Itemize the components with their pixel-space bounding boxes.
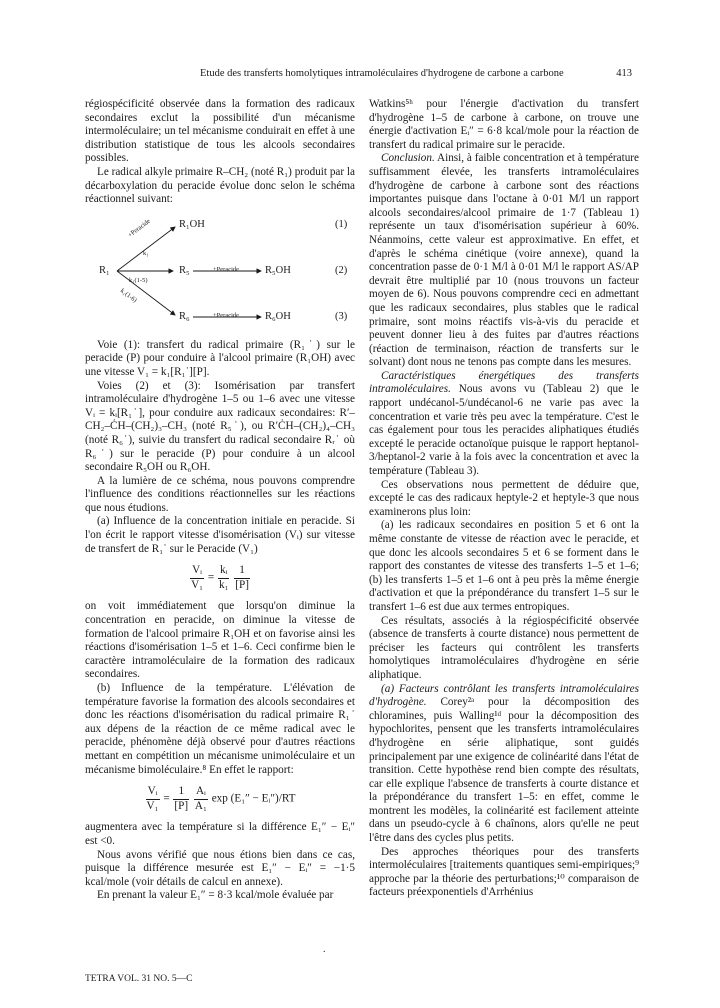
k15-label: k₁(1-5) <box>129 276 148 284</box>
paragraph-lead: Caractéristiques énergétiques des transferts intramoléculaires. <box>369 369 639 396</box>
paragraph: A la lumière de ce schéma, nous pouvons comprendre l'influence des conditions réactionnelles sur les réactions que nous étudions. <box>85 474 355 514</box>
page-mark: . <box>323 944 326 955</box>
equation-2: $\frac{\text{Vᵢ}}{\text{V₁}}$ = $\frac{1}{[P]}$ $\frac{\text{Aᵢ}}{\text{A₁}}$ exp (E₁″ − Eᵢ″)/RT <box>146 785 296 812</box>
paragraph: Voies (2) et (3): Isomérisation par transfert intramoléculaire d'hydrogène 1–5 ou 1–6 avec une vitesse Vᵢ = kᵢ[R₁˙], pour conduire aux radicaux secondaires: R′–CH₂–ĊH–(CH₂)₃–CH₃ (noté R₅˙), ou R′ĊH–(CH₂)₄–CH₃ (noté R₆˙), suivie du transfert du radical secondaire Rᵣ˙ où R₆˙) sur le peracide (P) pour conduire à un alcool secondaire R₅OH ou R₆OH. <box>85 379 355 474</box>
paragraph: Ces observations nous permettent de déduire que, excepté le cas des radicaux heptyle-2 et heptyle-3 que nous examinerons plus loin: <box>369 478 639 518</box>
r6-label: R₆ <box>179 310 190 322</box>
paragraph: (a) les radicaux secondaires en position 5 et 6 ont la même constante de vitesse de réaction avec le peracide, et que donc les alcools secondaires 5 et 6 se forment dans le rapport des constantes de vitesse des transferts 1–5 et 1–6; (b) les transferts 1–5 et 1–6 ont à peu près la même énergie d'activation et que la prépondérance du transfert 1–5 sur le transfert 1–6 est due aux termes entropiques. <box>369 519 639 613</box>
paragraph: (a) Influence de la concentration initiale en peracide. Si l'on écrit le rapport vitesse d'isomérisation (Vᵢ) sur vitesse de transfert de R₁˙ sur le Peracide (V₁) <box>85 515 355 555</box>
equation-1: $\frac{\text{Vᵢ}}{\text{V₁}}$ = $\frac{\text{kᵢ}}{\text{k₁}}$ $\frac{1}{[P]}$ <box>191 564 249 591</box>
peracide-label-3: +Peracide <box>213 311 240 319</box>
peracide-label-2: +Peracide <box>213 265 240 273</box>
paragraph: (a) Facteurs contrôlant les transferts intramoléculaires d'hydrogène. Corey²ᵃ pour la décomposition des chloramines, puis Walling¹ᵈ pour la décomposition des hypochlorites, pensent que les transferts intramoléculaires d'hydrogène en série aliphatique, sont guidés principalement par une exigence de colinéarité dans l'état de transition. Cette hypothèse rend bien compte des résultats, car elle explique l'absence de transferts à courte distance et la prépondérance du transfert 1–5: en effet, comme le montrent les modèles, la colinéarité est facilement atteinte dans un pseudo-cycle à 6 chaînons, alors qu'elle ne peut l'être dans des cycles plus petits. <box>369 682 639 845</box>
right-column <box>369 98 639 900</box>
paragraph-lead: Conclusion. <box>381 152 435 165</box>
r5oh-label: R₅OH <box>265 264 291 276</box>
k16-label: k₁(1-6) <box>118 287 138 304</box>
journal-footer: TETRA VOL. 31 NO. 5—C <box>85 974 193 984</box>
paragraph: Conclusion. Ainsi, à faible concentration et à température suffisamment élevée, les transferts intramoléculaires d'hydrogène de carbone à carbone sont des réactions importantes puisque dans l'octane à 0·01 M/l un rapport alcools secondaires/alcool primaire de 1·7 (Tableau 1) représente un taux d'isomérisation supérieur à 60%. Néanmoins, cette valeur est approximative. En effet, et d'après le schéma cinétique (voire annexe), quand la concentration passe de 0·1 M/l à 0·01 M/l le rapport AS/AP devrait être multiplié par 10 (nous trouvons un facteur moyen de 6). Nous pouvons comprendre ceci en admettant que les radicaux secondaires, plus stables que le radical primaire, sont moins réactifs vis-à-vis du peracide et peuvent donner lieu à des fuites par d'autres réactions (réaction de terminaison, réaction de transferts sur le solvant) dont nous ne tenons pas compte dans les mesures. <box>369 152 639 369</box>
peracide-label-diag: +Peracide <box>126 217 152 239</box>
k1-label: k₁ <box>143 249 149 257</box>
r1oh-label: R₁OH <box>179 218 205 230</box>
path-number-2: (2) <box>335 264 348 276</box>
paragraph: Le radical alkyle primaire R–CH₂ (noté R₁) produit par la décarboxylation du peracide évolue donc selon le schéma réactionnel suivant: <box>85 165 355 206</box>
path-number-3: (3) <box>335 310 348 322</box>
running-header <box>200 68 632 82</box>
running-title: Etude des transferts homolytiques intramoléculaires d'hydrogene de carbone a carbone <box>200 68 564 79</box>
path-number-1: (1) <box>335 218 348 230</box>
paragraph: Ces résultats, associés à la régiospécificité observée (absence de transferts à courte distance) nous permettent de préciser les facteurs qui contrôlent les transferts homolytiques intramoléculaires d'hydrogène en série aliphatique. <box>369 614 639 681</box>
paragraph: Voie (1): transfert du radical primaire (R₁˙) sur le peracide (P) pour conduire à l'alcool primaire (R₁OH) avec une vitesse V₁ = k₁[R₁˙][P]. <box>85 338 355 378</box>
paragraph: on voit immédiatement que lorsqu'on diminue la concentration en peracide, on diminue la vitesse de formation de l'alcool primaire R₁OH et on favorise ainsi les réactions d'isomérisation 1–5 et 1–6. Ceci confirme bien le caractère intramoléculaire de la formation des radicaux secondaires. <box>85 600 355 681</box>
r5-label: R₅ <box>179 264 190 276</box>
paragraph: En prenant la valeur E₁″ = 8·3 kcal/mole évaluée par <box>97 889 334 902</box>
paragraph: Nous avons vérifié que nous étions bien dans ce cas, puisque la différence mesurée est E₁″ − Eᵢ″ = −1·5 kcal/mole (voir détails de calcul en annexe). <box>85 848 355 888</box>
r6oh-label: R₆OH <box>265 310 291 322</box>
paragraph: Watkins⁵ʰ pour l'énergie d'activation du transfert d'hydrogène 1–5 de carbone à carbone, on trouve une énergie d'activation Eᵢ″ = 6·8 kcal/mole pour la réaction de transfert du radical primaire sur le peracide. <box>369 98 639 151</box>
paragraph: augmentera avec la température si la différence E₁″ − Eᵢ″ est <0. <box>85 821 355 847</box>
paragraph: Caractéristiques énergétiques des transferts intramoléculaires. Nous avons vu (Tableau 2) que le rapport undécanol-5/undécanol-6 ne varie pas avec la concentration et varie très peu avec la température. C'est le cas également pour tous les peracides aliphatiques étudiés excepté le peracide octanoïque puisque le rapport heptanol-3/heptanol-2 varie à la fois avec la concentration et avec la température (Tableau 3). <box>369 369 639 478</box>
left-column <box>85 98 355 903</box>
r1-label: R₁ <box>99 264 110 276</box>
paragraph: (b) Influence de la température. L'élévation de température favorise la formation des alcools secondaires et donc les réactions d'isomérisation du radical primaire R₁˙ aux dépens de la réaction de ce même radical avec le peracide, phénomène déjà observé pour d'autres réactions mettant en compétition un mécanisme unimoléculaire et un mécanisme bimoléculaire.⁸ En effet le rapport: <box>85 682 355 776</box>
paragraph-lead: (a) Facteurs contrôlant les transferts intramoléculaires d'hydrogène. <box>369 682 639 709</box>
reaction-scheme <box>85 211 355 333</box>
page-number: 413 <box>616 68 632 79</box>
paragraph: Des approches théoriques pour des transferts intermoléculaires [traitements quantiques semi-empiriques;⁹ approche par la théorie des perturbations;¹⁰ comparaison de facteurs préexponentiels d'Arrhénius <box>369 845 639 899</box>
paragraph: régiospécificité observée dans la formation des radicaux secondaires exclut la possibilité d'un mécanisme intermoléculaire; un tel mécanisme conduirait en effet à une distribution statistique de tous les alcools secondaires possibles. <box>85 98 355 165</box>
